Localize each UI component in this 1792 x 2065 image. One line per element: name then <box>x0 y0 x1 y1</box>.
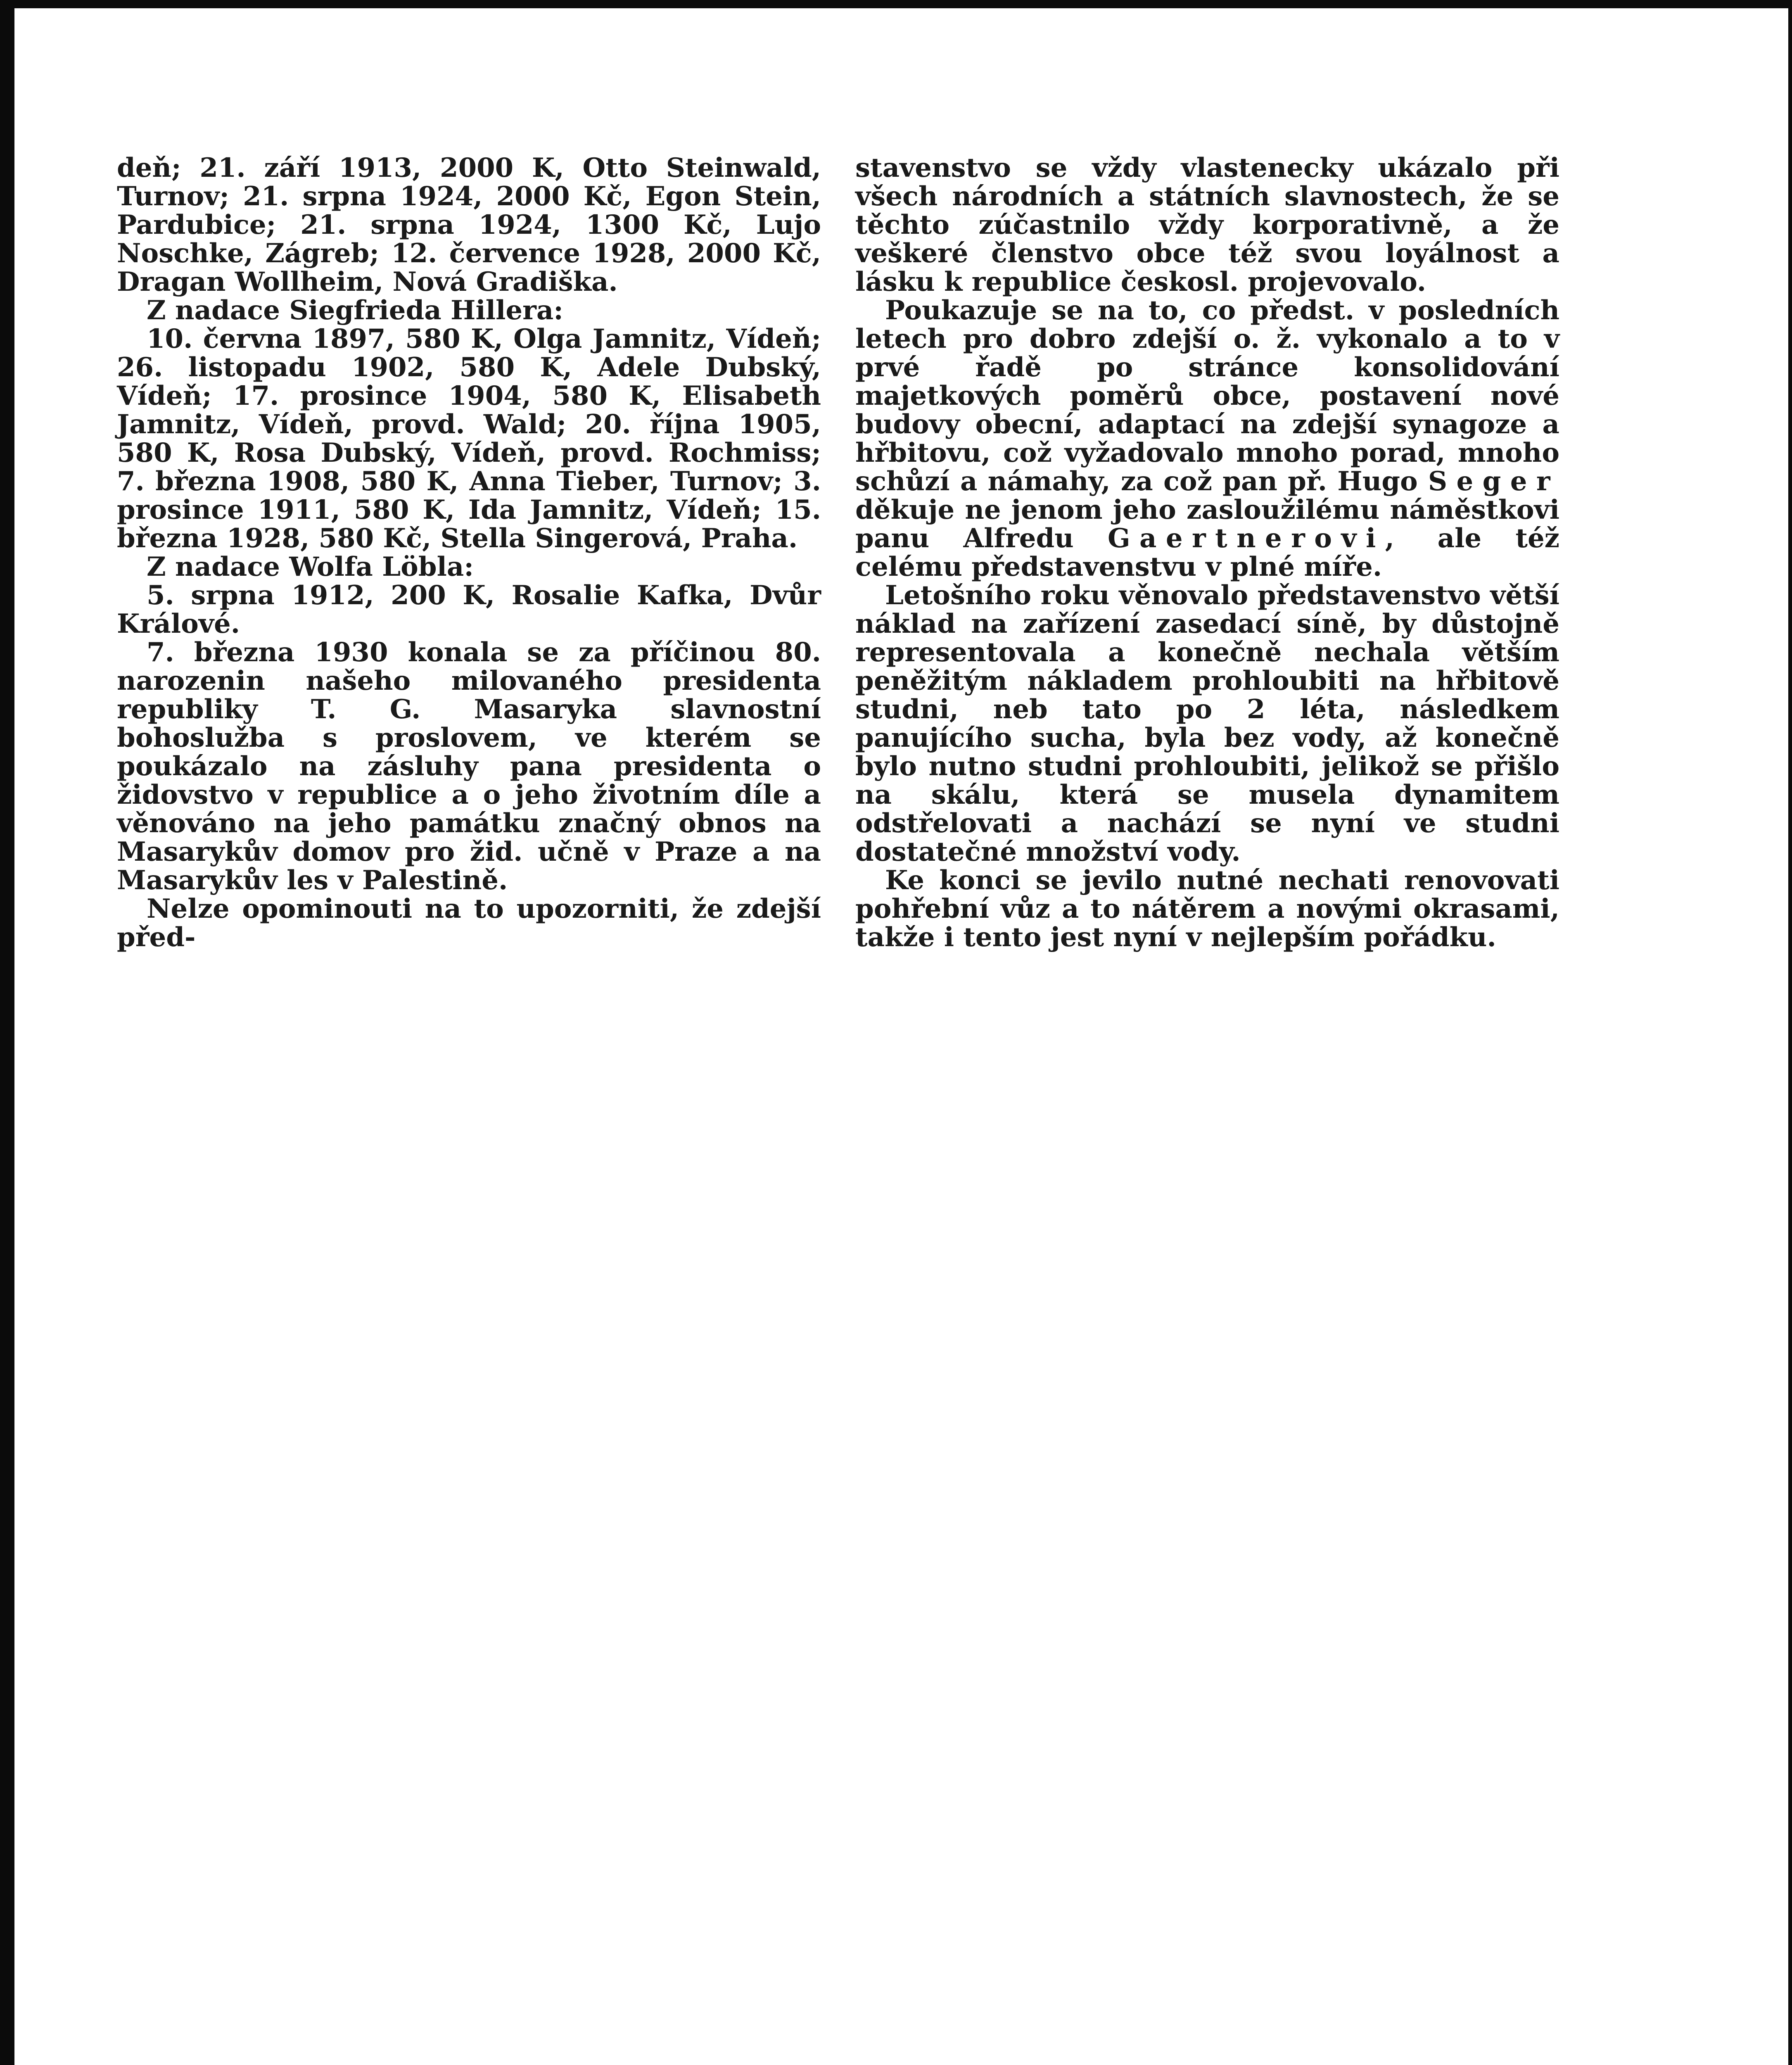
paragraph: Letošního roku věnovalo představenstvo větší náklad na zařízení zasedací síně, by důstojně representovala a konečně nechala větším peněžitým nákladem prohloubiti na hřbitově studni, neb tato po 2 léta, následkem panujícího sucha, byla bez vody, až konečně bylo nutno studni prohloubiti, jelikož se přišlo na skálu, která se musela dynamitem odstřelovati a nachází se nyní ve studni dostatečné množství vody. <box>855 580 1559 867</box>
paragraph: deň; 21. září 1913, 2000 K, Otto Steinwald, Turnov; 21. srpna 1924, 2000 Kč, Egon Stein, Pardubice; 21. srpna 1924, 1300 Kč, Lujo Noschke, Zágreb; 12. července 1928, 2000 Kč, Dragan Wollheim, Nová Gradiška. <box>117 152 821 297</box>
paragraph: Ke konci se jevilo nutné nechati renovovati pohřební vůz a to nátěrem a novými okrasami, takže i tento jest nyní v nejlepším pořádku. <box>855 865 1559 953</box>
paragraph-text: Poukazuje se na to, co předst. v posledních letech pro dobro zdejší o. ž. vykonalo a to v prvé řadě po stránce konsolidování majetkových poměrů obce, postavení nové budovy obecní, adaptací na zdejší synagoze a hřbitovu, což vyžadovalo mnoho porad, mnoho schůzí a námahy, za což pan př. Hugo <box>855 295 1559 497</box>
person-name: Gaertnerovi, <box>1108 523 1404 554</box>
paragraph-heading: Z nadace Wolfa Löbla: <box>147 551 474 582</box>
paragraph: 5. srpna 1912, 200 K, Rosalie Kafka, Dvůr Králové. <box>117 580 821 639</box>
left-column <box>117 154 821 952</box>
paragraph-text: děkuje ne jenom jeho zasloužilému náměstkovi panu Alfredu <box>855 494 1559 554</box>
paragraph: Nelze opominouti na to upozorniti, že zdejší před- <box>117 893 821 953</box>
paragraph: 7. března 1930 konala se za příčinou 80. narozenin našeho milovaného presidenta republiky T. G. Masaryka slavnostní bohoslužba s proslovem, ve kterém se poukázalo na zásluhy pana presidenta o židovstvo v republice a o jeho životním díle a věnováno na jeho památku značný obnos na Masarykův domov pro žid. učně v Praze a na Masarykův les v Palestině. <box>117 637 821 896</box>
paragraph-text: ale též celému představenstvu v plné míře. <box>855 523 1559 582</box>
document-page <box>14 8 1788 2065</box>
paragraph: stavenstvo se vždy vlastenecky ukázalo při všech národních a státních slavnostech, že se těchto zúčastnilo vždy korporativně, a že veškeré členstvo obce též svou loyálnost a lásku k republice českosl. projevovalo. <box>855 152 1559 297</box>
paragraph-heading: Z nadace Siegfrieda Hillera: <box>147 295 563 326</box>
paragraph <box>855 296 1559 581</box>
person-name: Seger <box>1428 466 1559 497</box>
right-column <box>855 154 1559 952</box>
paragraph: 10. června 1897, 580 K, Olga Jamnitz, Vídeň; 26. listopadu 1902, 580 K, Adele Dubský, Vídeň; 17. prosince 1904, 580 K, Elisabeth Jamnitz, Vídeň, provd. Wald; 20. října 1905, 580 K, Rosa Dubský, Vídeň, provd. Rochmiss; 7. března 1908, 580 K, Anna Tieber, Turnov; 3. prosince 1911, 580 K, Ida Jamnitz, Vídeň; 15. března 1928, 580 Kč, Stella Singerová, Praha. <box>117 323 821 554</box>
